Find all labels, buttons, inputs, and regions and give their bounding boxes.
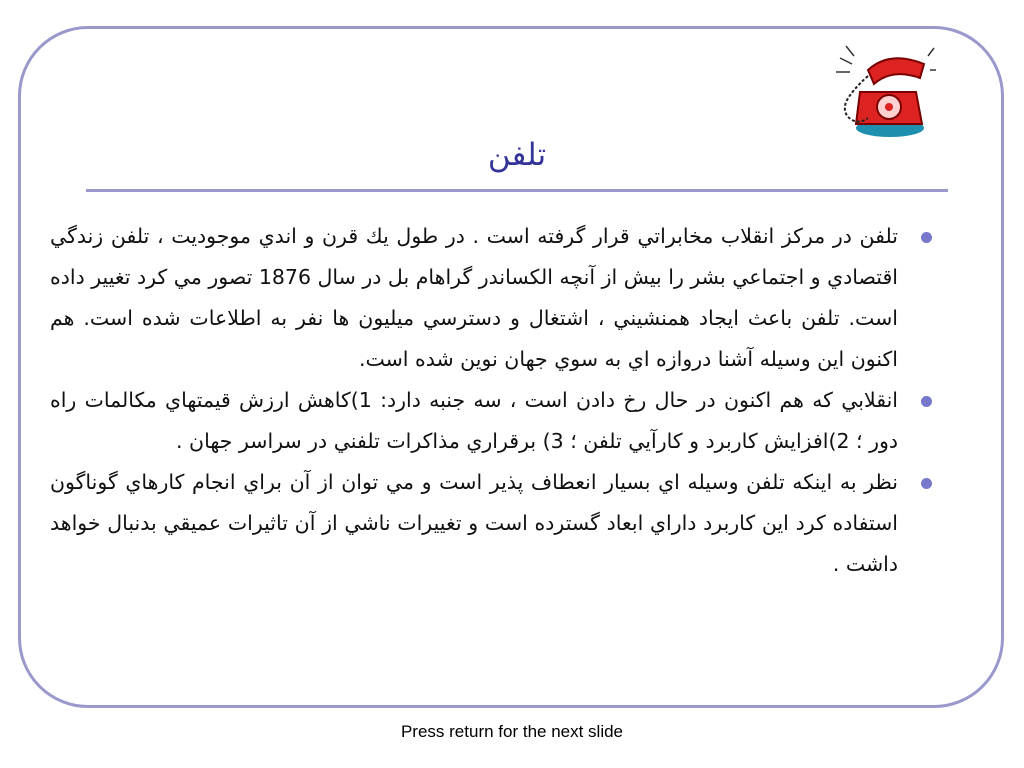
bullet-text: انقلابي كه هم اكنون در حال رخ دادن است ، سه جنبه دارد: 1)كاهش ارزش قيمتهاي مكالمات راه دور ؛ 2)افزايش كاربرد و كارآيي تلفن ؛ 3) برقراري مذاكرات تلفني در سراسر جهان . xyxy=(50,388,898,453)
next-slide-hint[interactable]: Press return for the next slide xyxy=(400,722,624,741)
telephone-icon xyxy=(832,40,936,140)
bullet-item xyxy=(50,216,940,380)
bullet-dot-icon xyxy=(921,478,932,489)
bullet-item xyxy=(50,462,940,585)
bullet-dot-icon xyxy=(921,396,932,407)
title-divider xyxy=(86,189,948,192)
bullet-list xyxy=(50,216,940,585)
bullet-dot-icon xyxy=(921,232,932,243)
bullet-text: نظر به اينكه تلفن وسيله اي بسيار انعطاف پذير است و مي توان از آن براي انجام كارهاي گوناگون استفاده كرد اين كاربرد داراي ابعاد گسترده است و تغييرات ناشي از آن تاثيرات عميقي بدنبال خواهد داشت . xyxy=(50,470,898,576)
bullet-text: تلفن در مركز انقلاب مخابراتي قرار گرفته است . در طول يك قرن و اندي موجوديت ، تلفن زندگي اقتصادي و اجتماعي بشر را بيش از آنچه الكساندر گراهام بل در سال 1876 تصور مي كرد تغيير داده است. تلفن باعث ايجاد همنشيني ، اشتغال و دسترسي ميليون ها نفر به اطلاعات شده است. هم اكنون اين وسيله آشنا دروازه اي به سوي جهان نوين شده است. xyxy=(50,224,898,371)
bullet-item xyxy=(50,380,940,462)
slide-title: تلفن xyxy=(487,137,547,173)
